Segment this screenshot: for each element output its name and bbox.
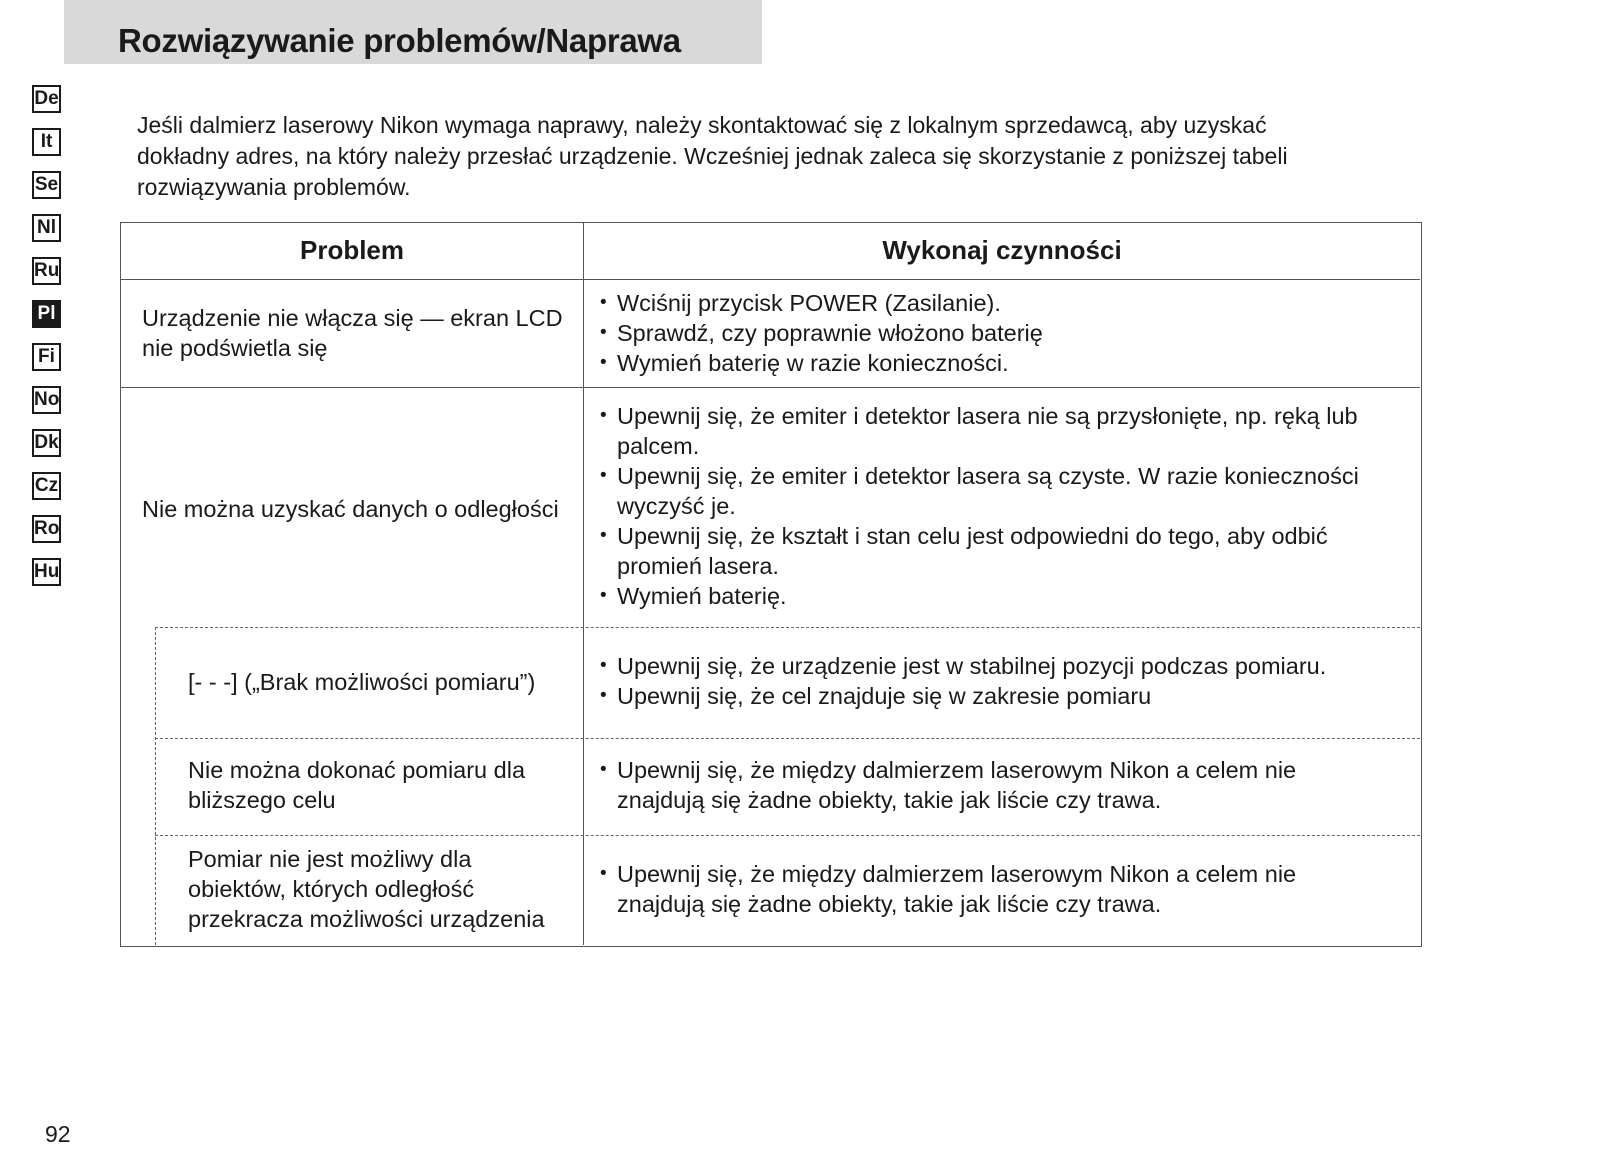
action-item: • Upewnij się, że emiter i detektor lasera nie są przysłonięte, np. ręką lub palcem. — [600, 401, 1359, 461]
action-item: • Upewnij się, że urządzenie jest w stabilnej pozycji podczas pomiaru. — [600, 651, 1326, 681]
problem-cell — [188, 667, 535, 697]
problem-line: Nie można dokonać pomiaru dla — [188, 757, 526, 783]
action-cell — [600, 401, 1359, 611]
problem-line: [- - -] („Brak możliwości pomiaru”) — [188, 669, 536, 695]
lang-tab-cz[interactable]: Cz — [32, 472, 61, 500]
lang-tab-hu[interactable]: Hu — [32, 558, 61, 586]
action-cell — [600, 288, 1043, 378]
lang-tab-no[interactable]: No — [32, 386, 61, 414]
action-item: • Upewnij się, że emiter i detektor lasera są czyste. W razie konieczności wyczyść je. — [600, 461, 1359, 521]
problem-cell — [188, 844, 545, 934]
intro-paragraph — [137, 110, 1437, 203]
problem-cell — [142, 494, 559, 524]
lang-tab-nl[interactable]: Nl — [32, 214, 61, 242]
action-item: • Upewnij się, że kształt i stan celu jest odpowiedni do tego, aby odbić promień lasera. — [600, 521, 1359, 581]
action-cell — [600, 755, 1296, 815]
intro-line: dokładny adres, na który należy przesłać urządzenie. Wcześniej jednak zaleca się skorzystanie z poniższej tabeli — [137, 143, 1288, 169]
subrow-indent-divider — [155, 627, 156, 945]
problem-line: Nie można uzyskać danych o odległości — [142, 496, 559, 522]
problem-line: nie podświetla się — [142, 335, 328, 361]
page-number: 92 — [45, 1121, 71, 1147]
troubleshooting-table — [120, 222, 1422, 947]
subrow-divider — [155, 835, 1420, 836]
lang-tab-pl[interactable]: Pl — [32, 300, 61, 328]
header-divider — [121, 279, 1420, 280]
lang-tab-it[interactable]: It — [32, 128, 61, 156]
problem-line: obiektów, których odległość — [188, 876, 475, 902]
problem-line: Urządzenie nie włącza się — ekran LCD — [142, 305, 563, 331]
problem-line: Pomiar nie jest możliwy dla — [188, 846, 472, 872]
lang-tab-se[interactable]: Se — [32, 171, 61, 199]
lang-tab-de[interactable]: De — [32, 85, 61, 113]
lang-tab-dk[interactable]: Dk — [32, 429, 61, 457]
row-divider — [121, 387, 1420, 388]
intro-line: rozwiązywania problemów. — [137, 174, 411, 200]
page-title: Rozwiązywanie problemów/Naprawa — [118, 22, 681, 59]
problem-cell — [188, 755, 525, 815]
action-cell — [600, 651, 1326, 711]
problem-cell — [142, 303, 563, 363]
problem-line: przekracza możliwości urządzenia — [188, 906, 545, 932]
action-cell — [600, 859, 1296, 919]
action-item: • Sprawdź, czy poprawnie włożono baterię — [600, 318, 1043, 348]
lang-tab-fi[interactable]: Fi — [32, 343, 61, 371]
header-problem: Problem — [299, 235, 405, 265]
subrow-divider — [155, 738, 1420, 739]
action-item: • Upewnij się, że między dalmierzem laserowym Nikon a celem nie znajdują się żadne obiekty, takie jak liście czy trawa. — [600, 859, 1296, 919]
lang-tab-ru[interactable]: Ru — [32, 257, 61, 285]
action-item: • Upewnij się, że cel znajduje się w zakresie pomiaru — [600, 681, 1326, 711]
problem-line: bliższego celu — [188, 787, 336, 813]
subrow-divider — [155, 627, 1420, 628]
column-divider — [583, 223, 584, 945]
action-item: • Wciśnij przycisk POWER (Zasilanie). — [600, 288, 1043, 318]
header-action: Wykonaj czynności — [882, 235, 1122, 265]
action-item: • Upewnij się, że między dalmierzem laserowym Nikon a celem nie znajdują się żadne obiekty, takie jak liście czy trawa. — [600, 755, 1296, 815]
intro-line: Jeśli dalmierz laserowy Nikon wymaga naprawy, należy skontaktować się z lokalnym sprzedawcą, aby uzyskać — [137, 112, 1267, 138]
action-item: • Wymień baterię w razie konieczności. — [600, 348, 1043, 378]
action-item: • Wymień baterię. — [600, 581, 1359, 611]
lang-tab-ro[interactable]: Ro — [32, 515, 61, 543]
